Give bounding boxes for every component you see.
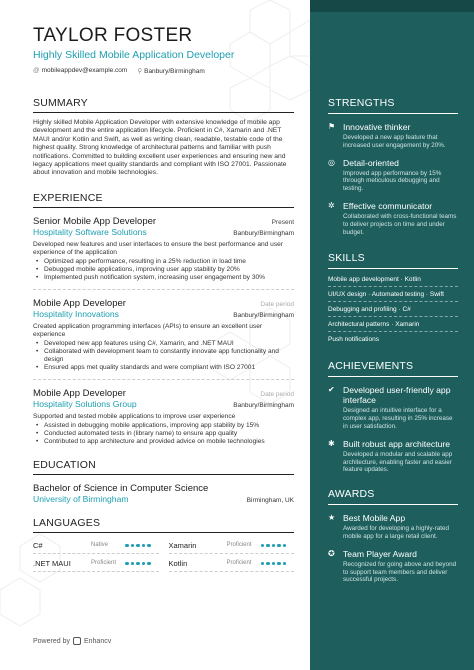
job-date: Date period: [260, 390, 294, 398]
award-text: Awarded for developing a highly-rated mobile app for a large retail client.: [343, 525, 449, 540]
achievements-heading: ACHIEVEMENTS: [328, 360, 458, 377]
job-description: Developed new features and user interfaces to ensure the best performance and user experience of the application: [33, 240, 283, 256]
education-entry: [33, 483, 294, 504]
strength-text: Collaborated with cross-functional teams to deliver projects on time and under budget.: [343, 212, 457, 236]
divider: [33, 289, 294, 290]
proficiency-dot: [131, 562, 135, 566]
job-title: Senior Mobile App Developer: [33, 215, 157, 227]
job-entry: [33, 216, 294, 290]
email-contact[interactable]: [33, 67, 127, 75]
proficiency-dot: [272, 562, 276, 566]
job-title: Mobile App Developer: [33, 387, 126, 399]
proficiency-dot: [125, 544, 129, 548]
medal-icon: ✪: [328, 548, 335, 558]
job-location: Banbury/Birmingham: [233, 229, 294, 237]
language-level: Proficient: [226, 560, 252, 567]
job-company: Hospitality Software Solutions: [33, 226, 147, 237]
proficiency-dot: [147, 562, 151, 566]
powered-by: [33, 637, 111, 645]
proficiency-dot: [142, 562, 146, 566]
achievement-title: Built robust app architecture: [343, 438, 451, 449]
achievement-text: Developed a modular and scalable app architecture, enabling faster and easier feature updates.: [343, 450, 453, 474]
job-bullets: [33, 258, 294, 282]
proficiency-dots: [125, 562, 151, 566]
job-company: Hospitality Solutions Group: [33, 398, 137, 409]
language-name: Xamarin: [168, 540, 197, 550]
sidebar-column: [310, 0, 474, 670]
summary-text: Highly skilled Mobile Application Developer with extensive knowledge of mobile app development and the entire application lifecycle. Proficient in C#, Xamarin and .NET MAUI and/or Kotlin and Swift, as well as writing clean, readable, testable code of the highest quality. Strong knowledge of architectural patterns and familiar with push notifications. Committed to building excellent user experiences and ensuring new and legacy applications meet quality standards and compliant with ISO 27001. Passionate about innovation and mobile technologies.: [33, 119, 287, 177]
achievement-text: Designed an intuitive interface for a complex app, resulting in 25% increase in user satisfaction.: [343, 407, 453, 430]
job-bullet: • Contributed to app architecture and provided advice on mobile technologies: [33, 438, 294, 446]
proficiency-dot: [283, 544, 287, 548]
language-level: Proficient: [91, 560, 117, 567]
job-bullet: • Optimized app performance, resulting in a 25% reduction in load time: [33, 258, 294, 266]
job-bullets: [33, 422, 294, 446]
location-contact: [137, 67, 204, 75]
job-bullet: • Conducted automated tests in (library name) to ensure app quality: [33, 430, 294, 438]
job-bullet: • Developed new app features using C#, Xamarin, and .NET MAUI: [33, 340, 294, 348]
strength-item: [328, 158, 458, 193]
job-entry: [33, 298, 294, 380]
skill-item: UI/UX design · Automated testing · Swift: [328, 287, 458, 302]
target-icon: ◎: [328, 157, 335, 167]
proficiency-dot: [142, 544, 146, 548]
proficiency-dot: [266, 544, 270, 548]
job-date: Date period: [260, 300, 294, 308]
powered-by-label: Powered by: [33, 637, 70, 645]
awards-heading: AWARDS: [328, 488, 458, 505]
brand-name: Enhancv: [83, 637, 112, 645]
flag-icon: ⚑: [328, 122, 336, 131]
achievement-item: [328, 385, 458, 430]
award-title: Best Mobile App: [343, 513, 406, 524]
job-bullets: [33, 340, 294, 372]
proficiency-dot: [266, 562, 270, 566]
skills-list: [328, 272, 458, 346]
language-item: [169, 541, 295, 554]
email-text: mobileappdev@example.com: [41, 67, 128, 74]
proficiency-dots: [261, 562, 287, 566]
strength-title: Detail-oriented: [343, 157, 399, 168]
gear-icon: ✲: [328, 200, 335, 210]
language-item: [33, 541, 159, 554]
language-name: .NET MAUI: [33, 558, 71, 568]
skills-heading: SKILLS: [328, 252, 458, 269]
language-level: Native: [91, 542, 109, 549]
strength-title: Innovative thinker: [343, 122, 411, 132]
strength-title: Effective communicator: [343, 200, 433, 211]
proficiency-dots: [261, 544, 287, 548]
proficiency-dot: [283, 562, 287, 566]
strength-text: Improved app performance by 15% through meticulous debugging and testing.: [343, 169, 442, 193]
school-location: Birmingham, UK: [246, 496, 294, 504]
job-bullet: • Debugged mobile applications, improving user app stability by 20%: [33, 266, 294, 274]
job-entry: [33, 388, 294, 446]
contact-row: [33, 67, 294, 75]
job-bullet: • Collaborated with development team to constantly innovate app functionality and design: [33, 348, 294, 364]
star-icon: ★: [328, 513, 336, 523]
check-shield-icon: ✔: [328, 385, 335, 395]
language-item: [169, 559, 295, 572]
proficiency-dot: [277, 562, 281, 566]
school-name: University of Birmingham: [33, 493, 129, 504]
skill-item: Architectural patterns · Xamarin: [328, 317, 458, 332]
job-date: Present: [271, 218, 294, 226]
award-item: [328, 513, 458, 541]
strengths-heading: STRENGTHS: [328, 97, 458, 114]
job-bullet: • Implemented push notification system, increasing user engagement by 30%: [33, 274, 294, 282]
job-bullet: • Assisted in debugging mobile applications, improving app stability by 15%: [33, 422, 294, 430]
summary-heading: SUMMARY: [33, 97, 294, 113]
job-location: Banbury/Birmingham: [233, 401, 294, 409]
award-item: [328, 549, 458, 584]
candidate-name: TAYLOR FOSTER: [33, 25, 193, 46]
achievement-item: [328, 439, 458, 474]
job-company: Hospitality Innovations: [33, 308, 119, 319]
language-item: [33, 559, 159, 572]
job-description: Supported and tested mobile applications to improve user experience: [33, 412, 236, 420]
degree-title: Bachelor of Science in Computer Science: [33, 482, 209, 494]
job-bullet: • Ensured apps met quality standards and were compliant with ISO 27001: [33, 364, 294, 372]
strength-item: [328, 122, 458, 150]
flame-icon: ✱: [328, 438, 335, 448]
job-description: Created application programming interfaces (APIs) to ensure an excellent user experience: [33, 322, 263, 338]
proficiency-dot: [261, 562, 265, 566]
proficiency-dots: [125, 544, 151, 548]
candidate-headline: Highly Skilled Mobile Application Developer: [33, 49, 235, 61]
location-text: Banbury/Birmingham: [144, 68, 205, 75]
achievement-title: Developed user-friendly app interface: [343, 385, 451, 406]
proficiency-dot: [277, 544, 281, 548]
education-heading: EDUCATION: [33, 459, 294, 475]
sidebar-top-band: [310, 0, 474, 12]
proficiency-dot: [136, 544, 140, 548]
proficiency-dot: [125, 562, 129, 566]
skill-item: Push notifications: [328, 336, 379, 344]
at-icon: @: [33, 67, 40, 74]
languages-grid: [33, 541, 294, 572]
proficiency-dot: [136, 562, 140, 566]
job-title: Mobile App Developer: [33, 297, 126, 309]
skill-item: Mobile app development · Kotlin: [328, 272, 458, 287]
language-level: Proficient: [226, 542, 252, 549]
strength-text: Developed a new app feature that increased user engagement by 20%.: [343, 134, 446, 149]
strength-item: [328, 201, 458, 236]
language-name: C#: [33, 540, 43, 550]
proficiency-dot: [261, 544, 265, 548]
map-pin-icon: ⚲: [137, 68, 143, 75]
language-name: Kotlin: [168, 558, 188, 568]
divider: [33, 379, 294, 380]
skill-item: Debugging and profiling · C#: [328, 302, 458, 317]
proficiency-dot: [147, 544, 151, 548]
award-text: Recognized for going above and beyond to support team members and deliver successful projects.: [343, 560, 457, 584]
proficiency-dot: [272, 544, 276, 548]
experience-heading: EXPERIENCE: [33, 192, 294, 208]
enhancv-logo-icon: [73, 637, 81, 645]
proficiency-dot: [131, 544, 135, 548]
job-location: Banbury/Birmingham: [233, 311, 294, 319]
languages-heading: LANGUAGES: [33, 517, 294, 533]
award-title: Team Player Award: [343, 548, 417, 559]
